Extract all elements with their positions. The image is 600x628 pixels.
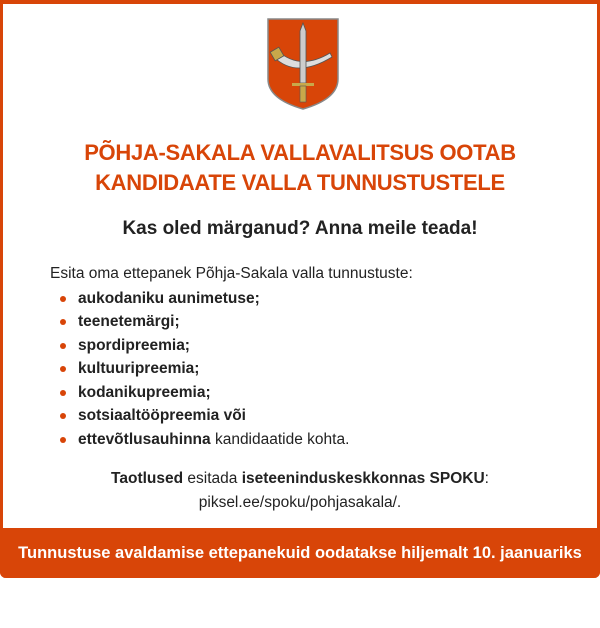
item-label: sotsiaaltööpreemia või <box>78 407 246 425</box>
award-list <box>47 287 349 452</box>
spoku-link[interactable]: piksel.ee/spoku/pohjasakala/. <box>198 494 402 511</box>
list-item <box>47 428 349 452</box>
subtitle: Kas oled märganud? Anna meile teada! <box>122 218 478 239</box>
intro-text: Esita oma ettepanek Põhja-Sakala valla tunnustuste: <box>50 265 413 282</box>
bullet-icon <box>60 296 66 302</box>
headline-line-2: KANDIDAATE VALLA TUNNUSTUSTELE <box>95 170 505 195</box>
list-item <box>47 405 349 429</box>
app-label: Taotlused <box>111 470 184 487</box>
list-item <box>47 358 349 382</box>
bullet-icon <box>60 437 66 443</box>
bullet-icon <box>60 343 66 349</box>
app-colon: : <box>484 470 489 487</box>
list-item <box>47 287 349 311</box>
app-platform: iseteeninduskeskkonnas SPOKU <box>241 470 485 487</box>
item-label: ettevõtlusauhinna <box>78 430 211 448</box>
item-label: spordipreemia; <box>78 336 190 354</box>
item-label: teenetemärgi; <box>78 313 180 331</box>
item-label: aukodaniku aunimetuse; <box>78 289 260 307</box>
bullet-icon <box>60 413 66 419</box>
list-item <box>47 381 349 405</box>
app-text: esitada <box>183 470 242 487</box>
list-item <box>47 311 349 335</box>
bullet-icon <box>60 366 66 372</box>
headline-line-1: PÕHJA-SAKALA VALLAVALITSUS OOTAB <box>84 140 516 165</box>
coat-of-arms-icon <box>266 17 340 111</box>
headline <box>3 138 597 198</box>
bullet-icon <box>60 319 66 325</box>
bullet-icon <box>60 390 66 396</box>
item-label: kodanikupreemia; <box>78 383 211 401</box>
item-suffix: kandidaatide kohta. <box>210 430 350 448</box>
list-item <box>47 334 349 358</box>
application-info <box>3 467 597 515</box>
item-label: kultuuripreemia; <box>78 360 200 378</box>
deadline-banner: Tunnustuse avaldamise ettepanekuid oodatakse hiljemalt 10. jaanuariks 2026. <box>0 528 600 578</box>
